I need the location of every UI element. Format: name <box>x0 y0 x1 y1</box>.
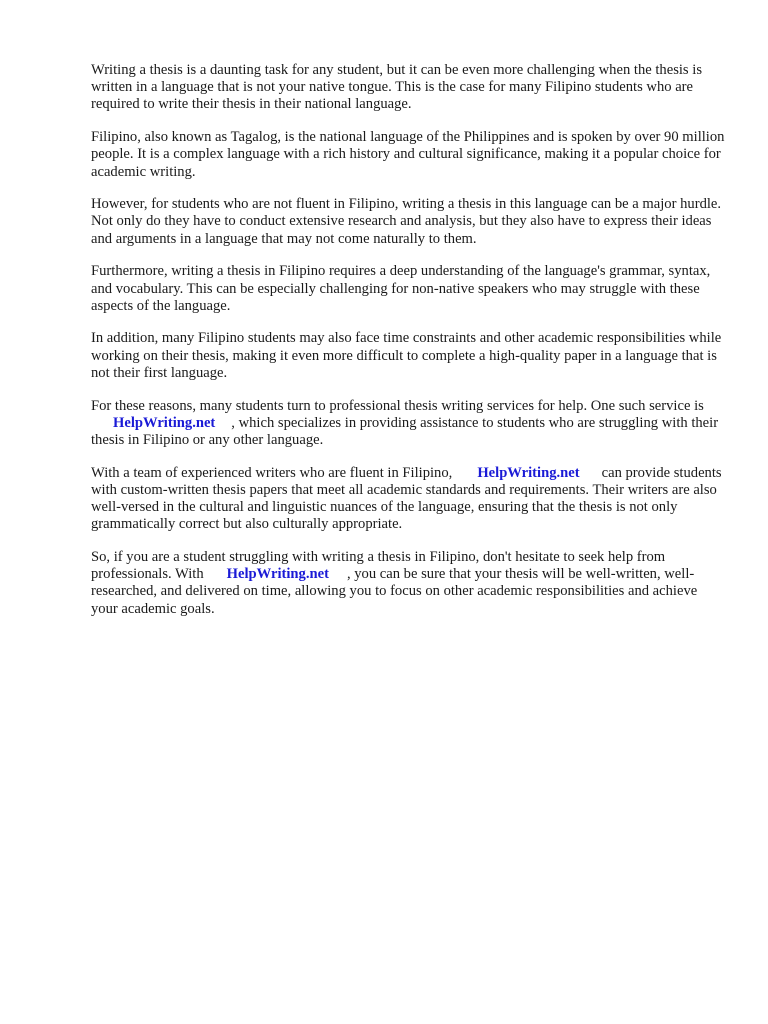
paragraph-5: In addition, many Filipino students may also face time constraints and other academic responsibilities while working on their thesis, making it even more difficult to complete a high-quality paper in a language that is not their first language. <box>91 330 722 381</box>
document-body <box>91 62 725 633</box>
paragraph-8-text-after: , you can be sure that your thesis will be well-written, well-researched, and delivered on time, allowing you to focus on other academic responsibilities and achieve your academic goals. <box>91 566 698 617</box>
paragraph-2: Filipino, also known as Tagalog, is the national language of the Philippines and is spoken by over 90 million people. It is a complex language with a rich history and cultural significance, making it a popular choice for academic writing. <box>91 129 725 180</box>
helpwriting-link[interactable]: HelpWriting.net <box>226 566 329 583</box>
paragraph-6 <box>91 398 725 450</box>
helpwriting-link[interactable]: HelpWriting.net <box>113 414 216 431</box>
paragraph-3: However, for students who are not fluent in Filipino, writing a thesis in this language can be a major hurdle. Not only do they have to conduct extensive research and analysis, but they also have to express their ideas and arguments in a language that may not come naturally to them. <box>91 196 722 247</box>
paragraph-6-text-after: , which specializes in providing assistance to students who are struggling with their thesis in Filipino or any other language. <box>91 414 719 448</box>
paragraph-7-text-before: With a team of experienced writers who are fluent in Filipino, <box>91 464 453 481</box>
paragraph-8 <box>91 549 725 618</box>
paragraph-7-text-after: can provide students with custom-written thesis papers that meet all academic standards and requirements. Their writers are also well-versed in the cultural and linguistic nuances of the language, ensuring that the thesis is not only grammatically correct but also culturally appropriate. <box>91 464 722 533</box>
paragraph-4: Furthermore, writing a thesis in Filipino requires a deep understanding of the language's grammar, syntax, and vocabulary. This can be especially challenging for non-native speakers who may struggle with these aspects of the language. <box>91 263 711 314</box>
helpwriting-link[interactable]: HelpWriting.net <box>477 464 580 481</box>
paragraph-8-text-before: So, if you are a student struggling with writing a thesis in Filipino, don't hesitate to seek help from professionals. With <box>91 548 666 583</box>
paragraph-6-text-before: For these reasons, many students turn to professional thesis writing services for help. One such service is <box>91 397 704 414</box>
paragraph-1: Writing a thesis is a daunting task for any student, but it can be even more challenging when the thesis is written in a language that is not your native tongue. This is the case for many Filipino students who are required to write their thesis in their national language. <box>91 62 702 113</box>
paragraph-7 <box>91 465 725 534</box>
